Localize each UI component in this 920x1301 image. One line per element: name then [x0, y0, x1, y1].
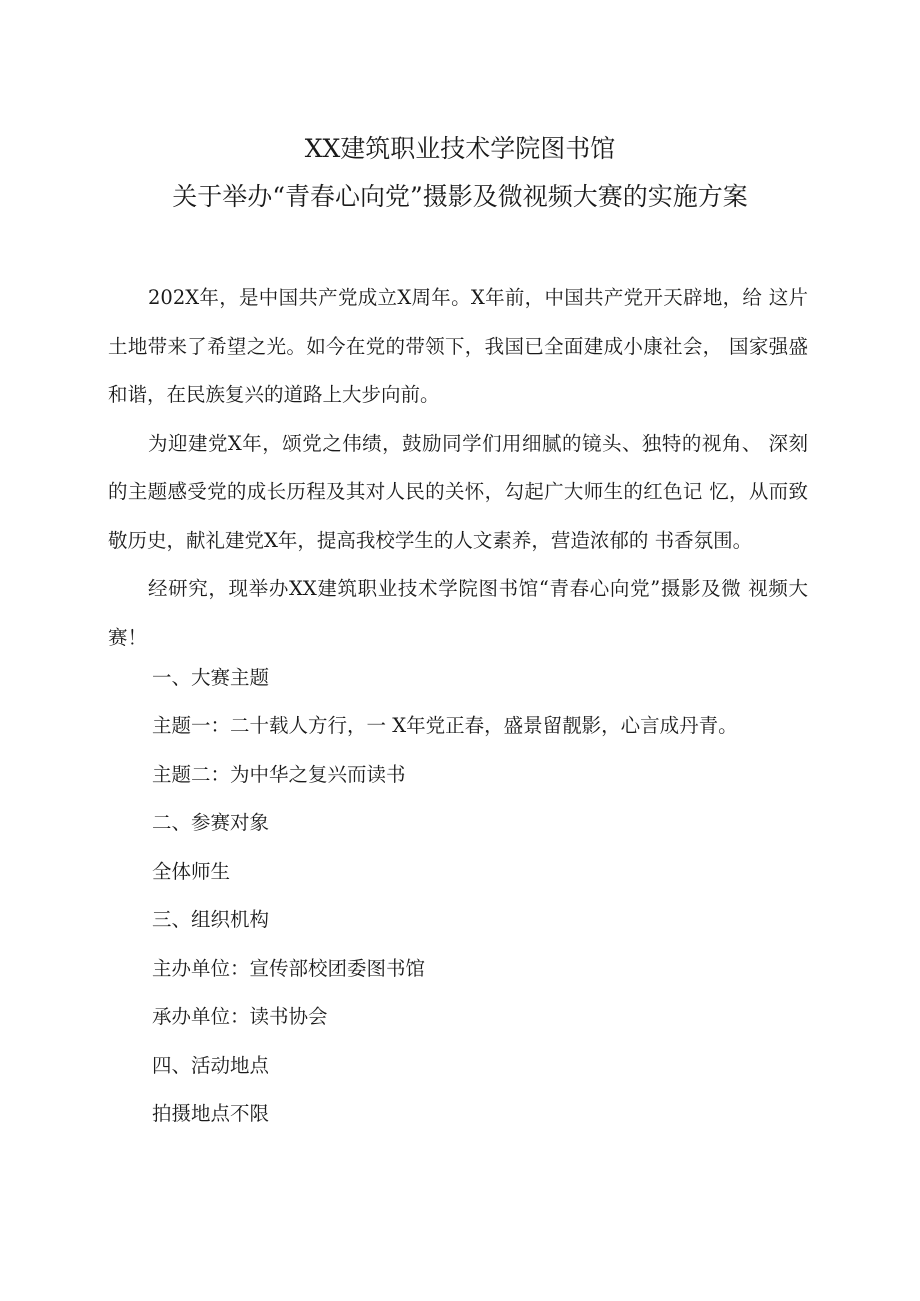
- participants-text: 全体师生: [152, 860, 231, 883]
- section-heading-participants: 二、参赛对象: [152, 811, 270, 834]
- theme-one: 主题一：二十载人方行，一 X年党正春，盛景留靓影，心言成丹青。: [152, 714, 738, 737]
- section-heading-organization: 三、组织机构: [152, 908, 270, 931]
- section-heading-theme: 一、大赛主题: [152, 666, 270, 689]
- paragraph-intro: 202X年，是中国共产党成立X周年。X年前，中国共产党开天辟地，给 这片土地带来了希望之光。如今在党的带领下，我国已全面建成小康社会， 国家强盛和谐，在民族复兴的道路上大步向前。: [108, 286, 808, 406]
- theme-two: 主题二：为中华之复兴而读书: [152, 763, 406, 786]
- host-unit: 主办单位：宣传部校团委图书馆: [152, 957, 426, 980]
- paragraph-announcement: 经研究，现举办XX建筑职业技术学院图书馆“青春心向党”摄影及微 视频大赛！: [108, 577, 808, 649]
- organizer-unit: 承办单位：读书协会: [152, 1005, 328, 1028]
- paragraph-purpose: 为迎建党X年，颂党之伟绩，鼓励同学们用细腻的镜头、独特的视角、 深刻的主题感受党的成长历程及其对人民的关怀，勾起广大师生的红色记 忆，从而致敬历史，献礼建党X年，提高我校学生的人文素养，营造浓郁的 书香氛围。: [108, 431, 808, 552]
- location-text: 拍摄地点不限: [152, 1102, 270, 1125]
- document-body: [108, 274, 808, 662]
- document-title-line-1: XX建筑职业技术学院图书馆: [304, 134, 616, 163]
- section-heading-location: 四、活动地点: [152, 1054, 270, 1077]
- document-title-line-2: 关于举办“青春心向党”摄影及微视频大赛的实施方案: [172, 182, 748, 211]
